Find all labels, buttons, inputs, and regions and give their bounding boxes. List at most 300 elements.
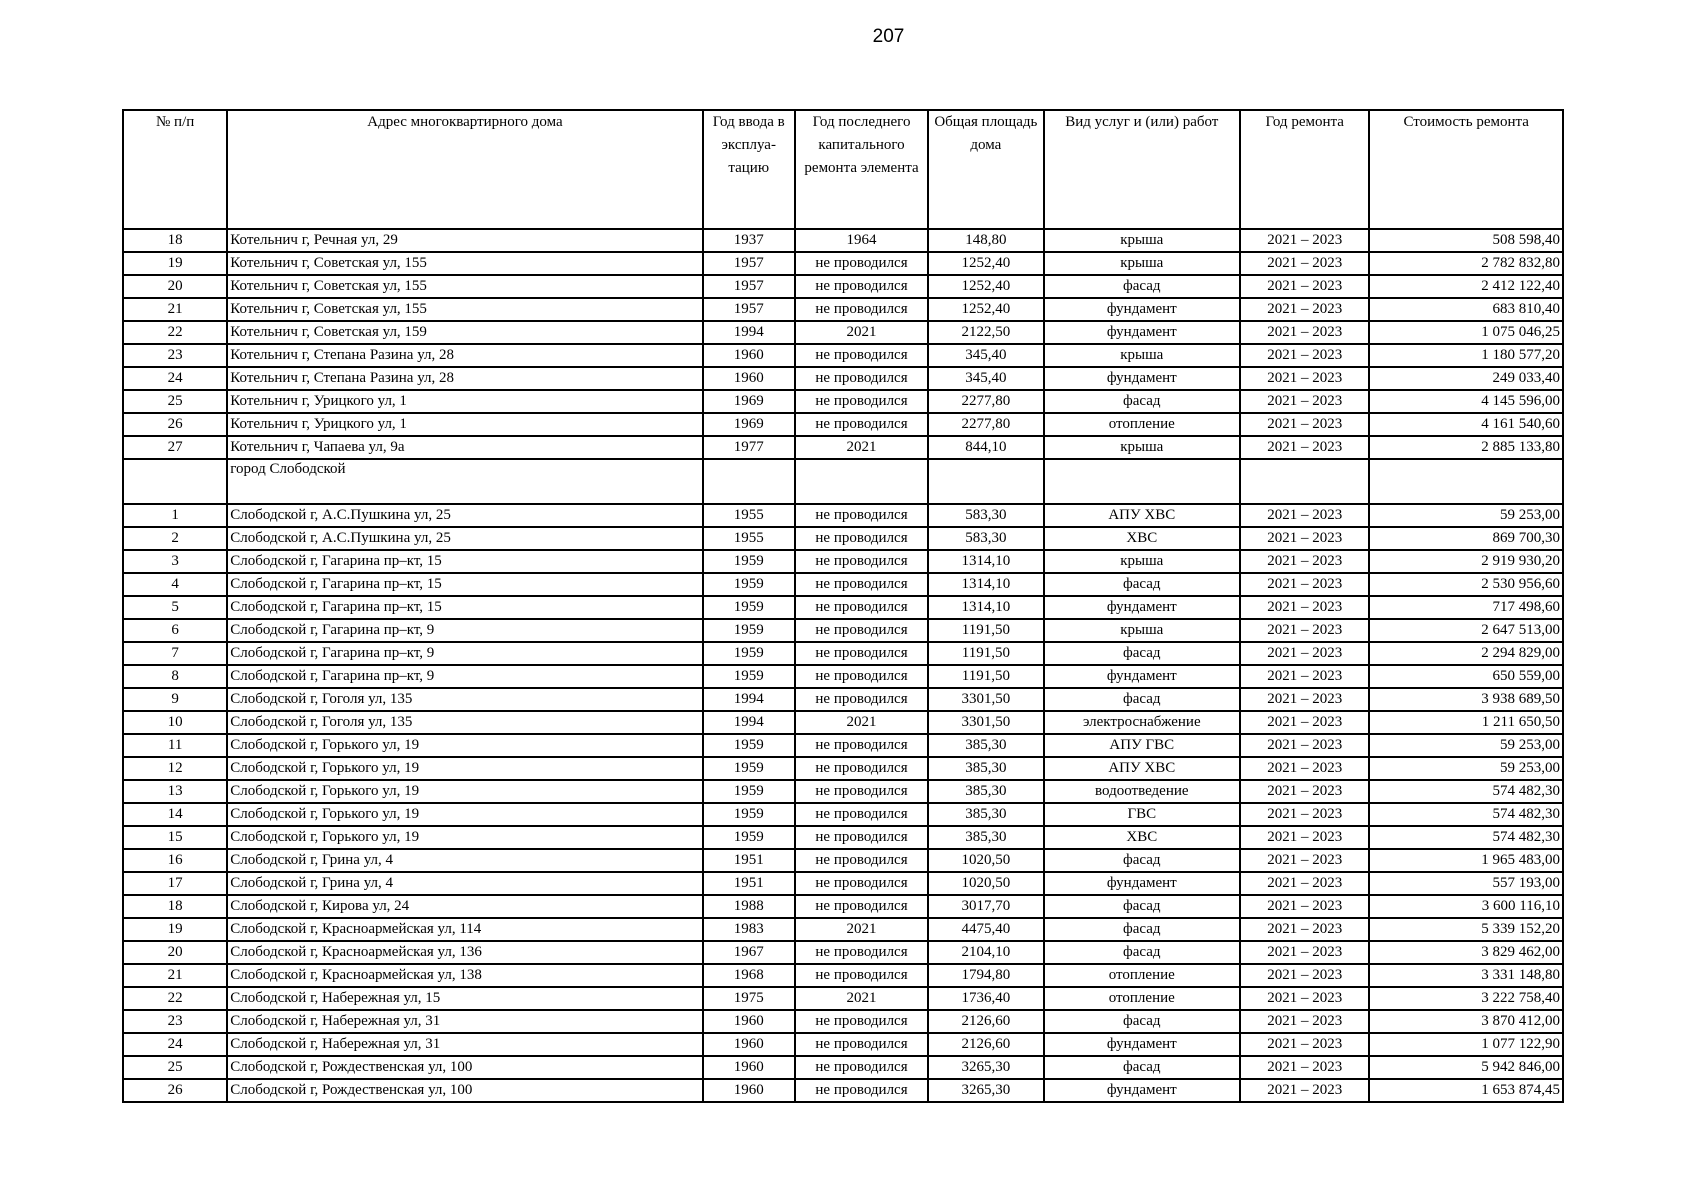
row-area: 385,30 bbox=[928, 826, 1043, 849]
row-area: 385,30 bbox=[928, 734, 1043, 757]
group-empty-cell bbox=[1369, 459, 1563, 504]
table-row bbox=[123, 780, 1563, 803]
row-num: 12 bbox=[123, 757, 227, 780]
row-year-built: 1960 bbox=[703, 367, 795, 390]
table-row bbox=[123, 344, 1563, 367]
row-year-built: 1994 bbox=[703, 688, 795, 711]
row-year-built: 1977 bbox=[703, 436, 795, 459]
table-row bbox=[123, 504, 1563, 527]
row-year-built: 1957 bbox=[703, 275, 795, 298]
row-repair-year: 2021 – 2023 bbox=[1240, 619, 1369, 642]
row-num: 27 bbox=[123, 436, 227, 459]
row-service: электроснабжение bbox=[1044, 711, 1241, 734]
row-area: 1794,80 bbox=[928, 964, 1043, 987]
row-num: 20 bbox=[123, 941, 227, 964]
row-area: 345,40 bbox=[928, 344, 1043, 367]
row-cost: 574 482,30 bbox=[1369, 803, 1563, 826]
row-last-repair: не проводился bbox=[795, 1056, 928, 1079]
row-year-built: 1959 bbox=[703, 642, 795, 665]
row-repair-year: 2021 – 2023 bbox=[1240, 344, 1369, 367]
row-area: 345,40 bbox=[928, 367, 1043, 390]
table-row bbox=[123, 849, 1563, 872]
table-row bbox=[123, 642, 1563, 665]
row-address: Слободской г, А.С.Пушкина ул, 25 bbox=[227, 527, 702, 550]
row-year-built: 1959 bbox=[703, 550, 795, 573]
row-service: АПУ ХВС bbox=[1044, 757, 1241, 780]
row-last-repair: не проводился bbox=[795, 895, 928, 918]
row-last-repair: не проводился bbox=[795, 1079, 928, 1102]
row-last-repair: не проводился bbox=[795, 573, 928, 596]
row-last-repair: не проводился bbox=[795, 252, 928, 275]
row-address: Слободской г, Гагарина пр–кт, 9 bbox=[227, 642, 702, 665]
row-service: отопление bbox=[1044, 964, 1241, 987]
row-address: Слободской г, Красноармейская ул, 114 bbox=[227, 918, 702, 941]
table-row bbox=[123, 987, 1563, 1010]
table-row bbox=[123, 229, 1563, 252]
row-repair-year: 2021 – 2023 bbox=[1240, 390, 1369, 413]
row-service: фундамент bbox=[1044, 665, 1241, 688]
row-year-built: 1959 bbox=[703, 826, 795, 849]
row-num: 6 bbox=[123, 619, 227, 642]
row-address: Слободской г, Грина ул, 4 bbox=[227, 849, 702, 872]
row-service: АПУ ГВС bbox=[1044, 734, 1241, 757]
row-num: 22 bbox=[123, 987, 227, 1010]
row-year-built: 1955 bbox=[703, 504, 795, 527]
row-area: 1252,40 bbox=[928, 275, 1043, 298]
row-address: Котельнич г, Речная ул, 29 bbox=[227, 229, 702, 252]
row-last-repair: не проводился bbox=[795, 665, 928, 688]
row-area: 1314,10 bbox=[928, 573, 1043, 596]
table-body bbox=[123, 229, 1563, 1102]
row-area: 1252,40 bbox=[928, 298, 1043, 321]
row-area: 4475,40 bbox=[928, 918, 1043, 941]
row-year-built: 1959 bbox=[703, 757, 795, 780]
row-last-repair: не проводился bbox=[795, 504, 928, 527]
row-repair-year: 2021 – 2023 bbox=[1240, 275, 1369, 298]
row-area: 148,80 bbox=[928, 229, 1043, 252]
row-year-built: 1969 bbox=[703, 390, 795, 413]
row-last-repair: не проводился bbox=[795, 826, 928, 849]
repair-register-table bbox=[122, 109, 1564, 1103]
row-service: водоотведение bbox=[1044, 780, 1241, 803]
table-row bbox=[123, 1033, 1563, 1056]
row-cost: 5 339 152,20 bbox=[1369, 918, 1563, 941]
row-num: 10 bbox=[123, 711, 227, 734]
row-year-built: 1959 bbox=[703, 665, 795, 688]
row-address: Котельнич г, Советская ул, 155 bbox=[227, 252, 702, 275]
row-area: 385,30 bbox=[928, 803, 1043, 826]
row-service: фасад bbox=[1044, 688, 1241, 711]
row-service: фасад bbox=[1044, 941, 1241, 964]
row-cost: 683 810,40 bbox=[1369, 298, 1563, 321]
row-year-built: 1959 bbox=[703, 596, 795, 619]
row-repair-year: 2021 – 2023 bbox=[1240, 918, 1369, 941]
row-last-repair: не проводился bbox=[795, 298, 928, 321]
table-row bbox=[123, 527, 1563, 550]
row-year-built: 1975 bbox=[703, 987, 795, 1010]
row-service: фасад bbox=[1044, 1056, 1241, 1079]
row-area: 385,30 bbox=[928, 757, 1043, 780]
row-num: 25 bbox=[123, 1056, 227, 1079]
row-num: 24 bbox=[123, 367, 227, 390]
row-last-repair: не проводился bbox=[795, 390, 928, 413]
row-repair-year: 2021 – 2023 bbox=[1240, 688, 1369, 711]
row-repair-year: 2021 – 2023 bbox=[1240, 413, 1369, 436]
page-number: 207 bbox=[872, 26, 905, 47]
row-repair-year: 2021 – 2023 bbox=[1240, 1079, 1369, 1102]
row-service: АПУ ХВС bbox=[1044, 504, 1241, 527]
header-year-built: Год ввода в эксплуа- тацию bbox=[703, 110, 795, 229]
row-last-repair: не проводился bbox=[795, 596, 928, 619]
row-cost: 2 647 513,00 bbox=[1369, 619, 1563, 642]
row-address: Слободской г, Набережная ул, 31 bbox=[227, 1033, 702, 1056]
row-year-built: 1960 bbox=[703, 344, 795, 367]
row-num: 23 bbox=[123, 344, 227, 367]
row-last-repair: 1964 bbox=[795, 229, 928, 252]
row-area: 3301,50 bbox=[928, 688, 1043, 711]
row-service: ХВС bbox=[1044, 826, 1241, 849]
row-cost: 557 193,00 bbox=[1369, 872, 1563, 895]
header-num: № п/п bbox=[123, 110, 227, 229]
row-repair-year: 2021 – 2023 bbox=[1240, 895, 1369, 918]
row-cost: 3 870 412,00 bbox=[1369, 1010, 1563, 1033]
row-cost: 1 653 874,45 bbox=[1369, 1079, 1563, 1102]
row-repair-year: 2021 – 2023 bbox=[1240, 941, 1369, 964]
row-area: 3301,50 bbox=[928, 711, 1043, 734]
row-address: Слободской г, А.С.Пушкина ул, 25 bbox=[227, 504, 702, 527]
group-empty-cell bbox=[703, 459, 795, 504]
row-num: 20 bbox=[123, 275, 227, 298]
row-address: Котельнич г, Советская ул, 155 bbox=[227, 275, 702, 298]
row-num: 17 bbox=[123, 872, 227, 895]
row-service: фасад bbox=[1044, 642, 1241, 665]
row-address: Слободской г, Рождественская ул, 100 bbox=[227, 1079, 702, 1102]
group-empty-cell bbox=[795, 459, 928, 504]
header-area: Общая площадь дома bbox=[928, 110, 1043, 229]
row-year-built: 1959 bbox=[703, 803, 795, 826]
row-cost: 717 498,60 bbox=[1369, 596, 1563, 619]
row-repair-year: 2021 – 2023 bbox=[1240, 711, 1369, 734]
row-num: 22 bbox=[123, 321, 227, 344]
row-service: фундамент bbox=[1044, 298, 1241, 321]
table-row bbox=[123, 665, 1563, 688]
row-area: 1314,10 bbox=[928, 596, 1043, 619]
row-address: Слободской г, Гоголя ул, 135 bbox=[227, 688, 702, 711]
row-year-built: 1960 bbox=[703, 1056, 795, 1079]
row-cost: 2 919 930,20 bbox=[1369, 550, 1563, 573]
row-cost: 3 938 689,50 bbox=[1369, 688, 1563, 711]
row-last-repair: не проводился bbox=[795, 619, 928, 642]
row-repair-year: 2021 – 2023 bbox=[1240, 780, 1369, 803]
table-row bbox=[123, 619, 1563, 642]
row-service: фундамент bbox=[1044, 321, 1241, 344]
row-year-built: 1959 bbox=[703, 780, 795, 803]
row-area: 2277,80 bbox=[928, 390, 1043, 413]
row-address: Слободской г, Горького ул, 19 bbox=[227, 780, 702, 803]
row-repair-year: 2021 – 2023 bbox=[1240, 826, 1369, 849]
row-area: 385,30 bbox=[928, 780, 1043, 803]
row-area: 2126,60 bbox=[928, 1010, 1043, 1033]
row-address: Слободской г, Набережная ул, 31 bbox=[227, 1010, 702, 1033]
row-area: 1020,50 bbox=[928, 872, 1043, 895]
row-year-built: 1957 bbox=[703, 298, 795, 321]
row-num: 26 bbox=[123, 1079, 227, 1102]
row-cost: 3 331 148,80 bbox=[1369, 964, 1563, 987]
row-year-built: 1969 bbox=[703, 413, 795, 436]
table-row bbox=[123, 711, 1563, 734]
row-cost: 1 180 577,20 bbox=[1369, 344, 1563, 367]
row-service: фасад bbox=[1044, 1010, 1241, 1033]
table-row bbox=[123, 367, 1563, 390]
table-row bbox=[123, 941, 1563, 964]
row-cost: 1 075 046,25 bbox=[1369, 321, 1563, 344]
row-repair-year: 2021 – 2023 bbox=[1240, 987, 1369, 1010]
row-num: 21 bbox=[123, 964, 227, 987]
row-repair-year: 2021 – 2023 bbox=[1240, 964, 1369, 987]
row-year-built: 1960 bbox=[703, 1010, 795, 1033]
table-row bbox=[123, 688, 1563, 711]
row-num: 18 bbox=[123, 229, 227, 252]
table-row bbox=[123, 413, 1563, 436]
row-num: 21 bbox=[123, 298, 227, 321]
row-cost: 3 222 758,40 bbox=[1369, 987, 1563, 1010]
row-last-repair: не проводился bbox=[795, 367, 928, 390]
row-repair-year: 2021 – 2023 bbox=[1240, 298, 1369, 321]
row-area: 844,10 bbox=[928, 436, 1043, 459]
row-service: крыша bbox=[1044, 619, 1241, 642]
row-address: Слободской г, Красноармейская ул, 136 bbox=[227, 941, 702, 964]
row-repair-year: 2021 – 2023 bbox=[1240, 872, 1369, 895]
table-row bbox=[123, 872, 1563, 895]
row-area: 1191,50 bbox=[928, 642, 1043, 665]
table-row bbox=[123, 573, 1563, 596]
row-area: 583,30 bbox=[928, 527, 1043, 550]
header-cost: Стоимость ремонта bbox=[1369, 110, 1563, 229]
row-repair-year: 2021 – 2023 bbox=[1240, 550, 1369, 573]
row-year-built: 1959 bbox=[703, 573, 795, 596]
row-last-repair: не проводился bbox=[795, 734, 928, 757]
row-service: крыша bbox=[1044, 550, 1241, 573]
row-repair-year: 2021 – 2023 bbox=[1240, 1056, 1369, 1079]
row-repair-year: 2021 – 2023 bbox=[1240, 803, 1369, 826]
row-last-repair: не проводился bbox=[795, 550, 928, 573]
row-repair-year: 2021 – 2023 bbox=[1240, 252, 1369, 275]
row-last-repair: не проводился bbox=[795, 849, 928, 872]
row-last-repair: не проводился bbox=[795, 780, 928, 803]
row-area: 2126,60 bbox=[928, 1033, 1043, 1056]
table-row bbox=[123, 550, 1563, 573]
row-service: фундамент bbox=[1044, 596, 1241, 619]
row-area: 1020,50 bbox=[928, 849, 1043, 872]
row-last-repair: не проводился bbox=[795, 941, 928, 964]
row-repair-year: 2021 – 2023 bbox=[1240, 1033, 1369, 1056]
row-address: Слободской г, Горького ул, 19 bbox=[227, 803, 702, 826]
row-num: 16 bbox=[123, 849, 227, 872]
row-last-repair: не проводился bbox=[795, 642, 928, 665]
row-num: 9 bbox=[123, 688, 227, 711]
row-last-repair: не проводился bbox=[795, 344, 928, 367]
table-row bbox=[123, 321, 1563, 344]
header-last-repair: Год последнего капитального ремонта элемента bbox=[795, 110, 928, 229]
row-service: крыша bbox=[1044, 344, 1241, 367]
row-num: 23 bbox=[123, 1010, 227, 1033]
row-year-built: 1951 bbox=[703, 872, 795, 895]
row-address: Котельнич г, Степана Разина ул, 28 bbox=[227, 367, 702, 390]
row-cost: 508 598,40 bbox=[1369, 229, 1563, 252]
header-service: Вид услуг и (или) работ bbox=[1044, 110, 1241, 229]
group-empty-cell bbox=[123, 459, 227, 504]
table-row bbox=[123, 803, 1563, 826]
row-num: 26 bbox=[123, 413, 227, 436]
table-row bbox=[123, 895, 1563, 918]
row-service: фасад bbox=[1044, 390, 1241, 413]
row-num: 14 bbox=[123, 803, 227, 826]
row-year-built: 1957 bbox=[703, 252, 795, 275]
row-cost: 2 412 122,40 bbox=[1369, 275, 1563, 298]
row-service: фундамент bbox=[1044, 872, 1241, 895]
row-address: Слободской г, Горького ул, 19 bbox=[227, 757, 702, 780]
row-year-built: 1983 bbox=[703, 918, 795, 941]
row-repair-year: 2021 – 2023 bbox=[1240, 229, 1369, 252]
row-repair-year: 2021 – 2023 bbox=[1240, 665, 1369, 688]
row-address: Котельнич г, Советская ул, 155 bbox=[227, 298, 702, 321]
row-last-repair: не проводился bbox=[795, 964, 928, 987]
row-num: 3 bbox=[123, 550, 227, 573]
row-year-built: 1967 bbox=[703, 941, 795, 964]
row-address: Слободской г, Набережная ул, 15 bbox=[227, 987, 702, 1010]
row-repair-year: 2021 – 2023 bbox=[1240, 367, 1369, 390]
row-service: фасад bbox=[1044, 849, 1241, 872]
table-row bbox=[123, 298, 1563, 321]
row-service: фундамент bbox=[1044, 367, 1241, 390]
row-address: Слободской г, Гоголя ул, 135 bbox=[227, 711, 702, 734]
row-cost: 2 530 956,60 bbox=[1369, 573, 1563, 596]
row-cost: 574 482,30 bbox=[1369, 826, 1563, 849]
table-row bbox=[123, 734, 1563, 757]
row-area: 1736,40 bbox=[928, 987, 1043, 1010]
row-repair-year: 2021 – 2023 bbox=[1240, 527, 1369, 550]
row-cost: 2 294 829,00 bbox=[1369, 642, 1563, 665]
table-row bbox=[123, 390, 1563, 413]
row-num: 24 bbox=[123, 1033, 227, 1056]
row-last-repair: не проводился bbox=[795, 872, 928, 895]
group-empty-cell bbox=[1240, 459, 1369, 504]
row-area: 1314,10 bbox=[928, 550, 1043, 573]
table-row bbox=[123, 964, 1563, 987]
row-address: Котельнич г, Урицкого ул, 1 bbox=[227, 413, 702, 436]
row-num: 18 bbox=[123, 895, 227, 918]
row-cost: 59 253,00 bbox=[1369, 734, 1563, 757]
row-cost: 59 253,00 bbox=[1369, 757, 1563, 780]
row-repair-year: 2021 – 2023 bbox=[1240, 757, 1369, 780]
row-repair-year: 2021 – 2023 bbox=[1240, 321, 1369, 344]
row-num: 19 bbox=[123, 918, 227, 941]
row-cost: 4 145 596,00 bbox=[1369, 390, 1563, 413]
row-address: Слободской г, Гагарина пр–кт, 15 bbox=[227, 573, 702, 596]
row-area: 2277,80 bbox=[928, 413, 1043, 436]
table-row bbox=[123, 918, 1563, 941]
row-service: отопление bbox=[1044, 413, 1241, 436]
row-num: 15 bbox=[123, 826, 227, 849]
row-last-repair: 2021 bbox=[795, 321, 928, 344]
table-row bbox=[123, 596, 1563, 619]
table-row bbox=[123, 436, 1563, 459]
row-area: 1252,40 bbox=[928, 252, 1043, 275]
row-service: отопление bbox=[1044, 987, 1241, 1010]
row-cost: 1 077 122,90 bbox=[1369, 1033, 1563, 1056]
row-address: Слободской г, Гагарина пр–кт, 9 bbox=[227, 619, 702, 642]
row-last-repair: не проводился bbox=[795, 803, 928, 826]
table-row bbox=[123, 826, 1563, 849]
row-cost: 3 829 462,00 bbox=[1369, 941, 1563, 964]
row-address: Слободской г, Грина ул, 4 bbox=[227, 872, 702, 895]
row-area: 2104,10 bbox=[928, 941, 1043, 964]
group-header-row bbox=[123, 459, 1563, 504]
row-last-repair: не проводился bbox=[795, 757, 928, 780]
row-repair-year: 2021 – 2023 bbox=[1240, 504, 1369, 527]
row-repair-year: 2021 – 2023 bbox=[1240, 1010, 1369, 1033]
row-cost: 1 965 483,00 bbox=[1369, 849, 1563, 872]
row-service: ГВС bbox=[1044, 803, 1241, 826]
table-row bbox=[123, 757, 1563, 780]
row-address: Котельнич г, Степана Разина ул, 28 bbox=[227, 344, 702, 367]
row-num: 25 bbox=[123, 390, 227, 413]
row-last-repair: не проводился bbox=[795, 1033, 928, 1056]
row-year-built: 1959 bbox=[703, 619, 795, 642]
row-repair-year: 2021 – 2023 bbox=[1240, 436, 1369, 459]
row-year-built: 1937 bbox=[703, 229, 795, 252]
row-repair-year: 2021 – 2023 bbox=[1240, 642, 1369, 665]
table-row bbox=[123, 1056, 1563, 1079]
row-address: Слободской г, Красноармейская ул, 138 bbox=[227, 964, 702, 987]
row-cost: 4 161 540,60 bbox=[1369, 413, 1563, 436]
row-service: фасад bbox=[1044, 895, 1241, 918]
header-repair-year: Год ремонта bbox=[1240, 110, 1369, 229]
group-title: город Слободской bbox=[227, 459, 702, 504]
row-year-built: 1960 bbox=[703, 1033, 795, 1056]
row-area: 2122,50 bbox=[928, 321, 1043, 344]
row-cost: 1 211 650,50 bbox=[1369, 711, 1563, 734]
row-last-repair: не проводился bbox=[795, 688, 928, 711]
row-last-repair: не проводился bbox=[795, 275, 928, 298]
row-repair-year: 2021 – 2023 bbox=[1240, 849, 1369, 872]
row-last-repair: 2021 bbox=[795, 436, 928, 459]
row-address: Слободской г, Рождественская ул, 100 bbox=[227, 1056, 702, 1079]
row-cost: 5 942 846,00 bbox=[1369, 1056, 1563, 1079]
row-year-built: 1951 bbox=[703, 849, 795, 872]
row-num: 13 bbox=[123, 780, 227, 803]
row-address: Слободской г, Гагарина пр–кт, 15 bbox=[227, 550, 702, 573]
row-cost: 574 482,30 bbox=[1369, 780, 1563, 803]
row-service: крыша bbox=[1044, 252, 1241, 275]
row-address: Слободской г, Горького ул, 19 bbox=[227, 734, 702, 757]
row-year-built: 1960 bbox=[703, 1079, 795, 1102]
row-last-repair: не проводился bbox=[795, 413, 928, 436]
row-address: Слободской г, Гагарина пр–кт, 15 bbox=[227, 596, 702, 619]
header-address: Адрес многоквартирного дома bbox=[227, 110, 702, 229]
row-year-built: 1968 bbox=[703, 964, 795, 987]
row-year-built: 1955 bbox=[703, 527, 795, 550]
row-area: 3017,70 bbox=[928, 895, 1043, 918]
table-row bbox=[123, 1010, 1563, 1033]
row-year-built: 1959 bbox=[703, 734, 795, 757]
row-cost: 3 600 116,10 bbox=[1369, 895, 1563, 918]
row-num: 7 bbox=[123, 642, 227, 665]
row-area: 1191,50 bbox=[928, 665, 1043, 688]
row-year-built: 1994 bbox=[703, 321, 795, 344]
row-num: 5 bbox=[123, 596, 227, 619]
row-last-repair: не проводился bbox=[795, 1010, 928, 1033]
